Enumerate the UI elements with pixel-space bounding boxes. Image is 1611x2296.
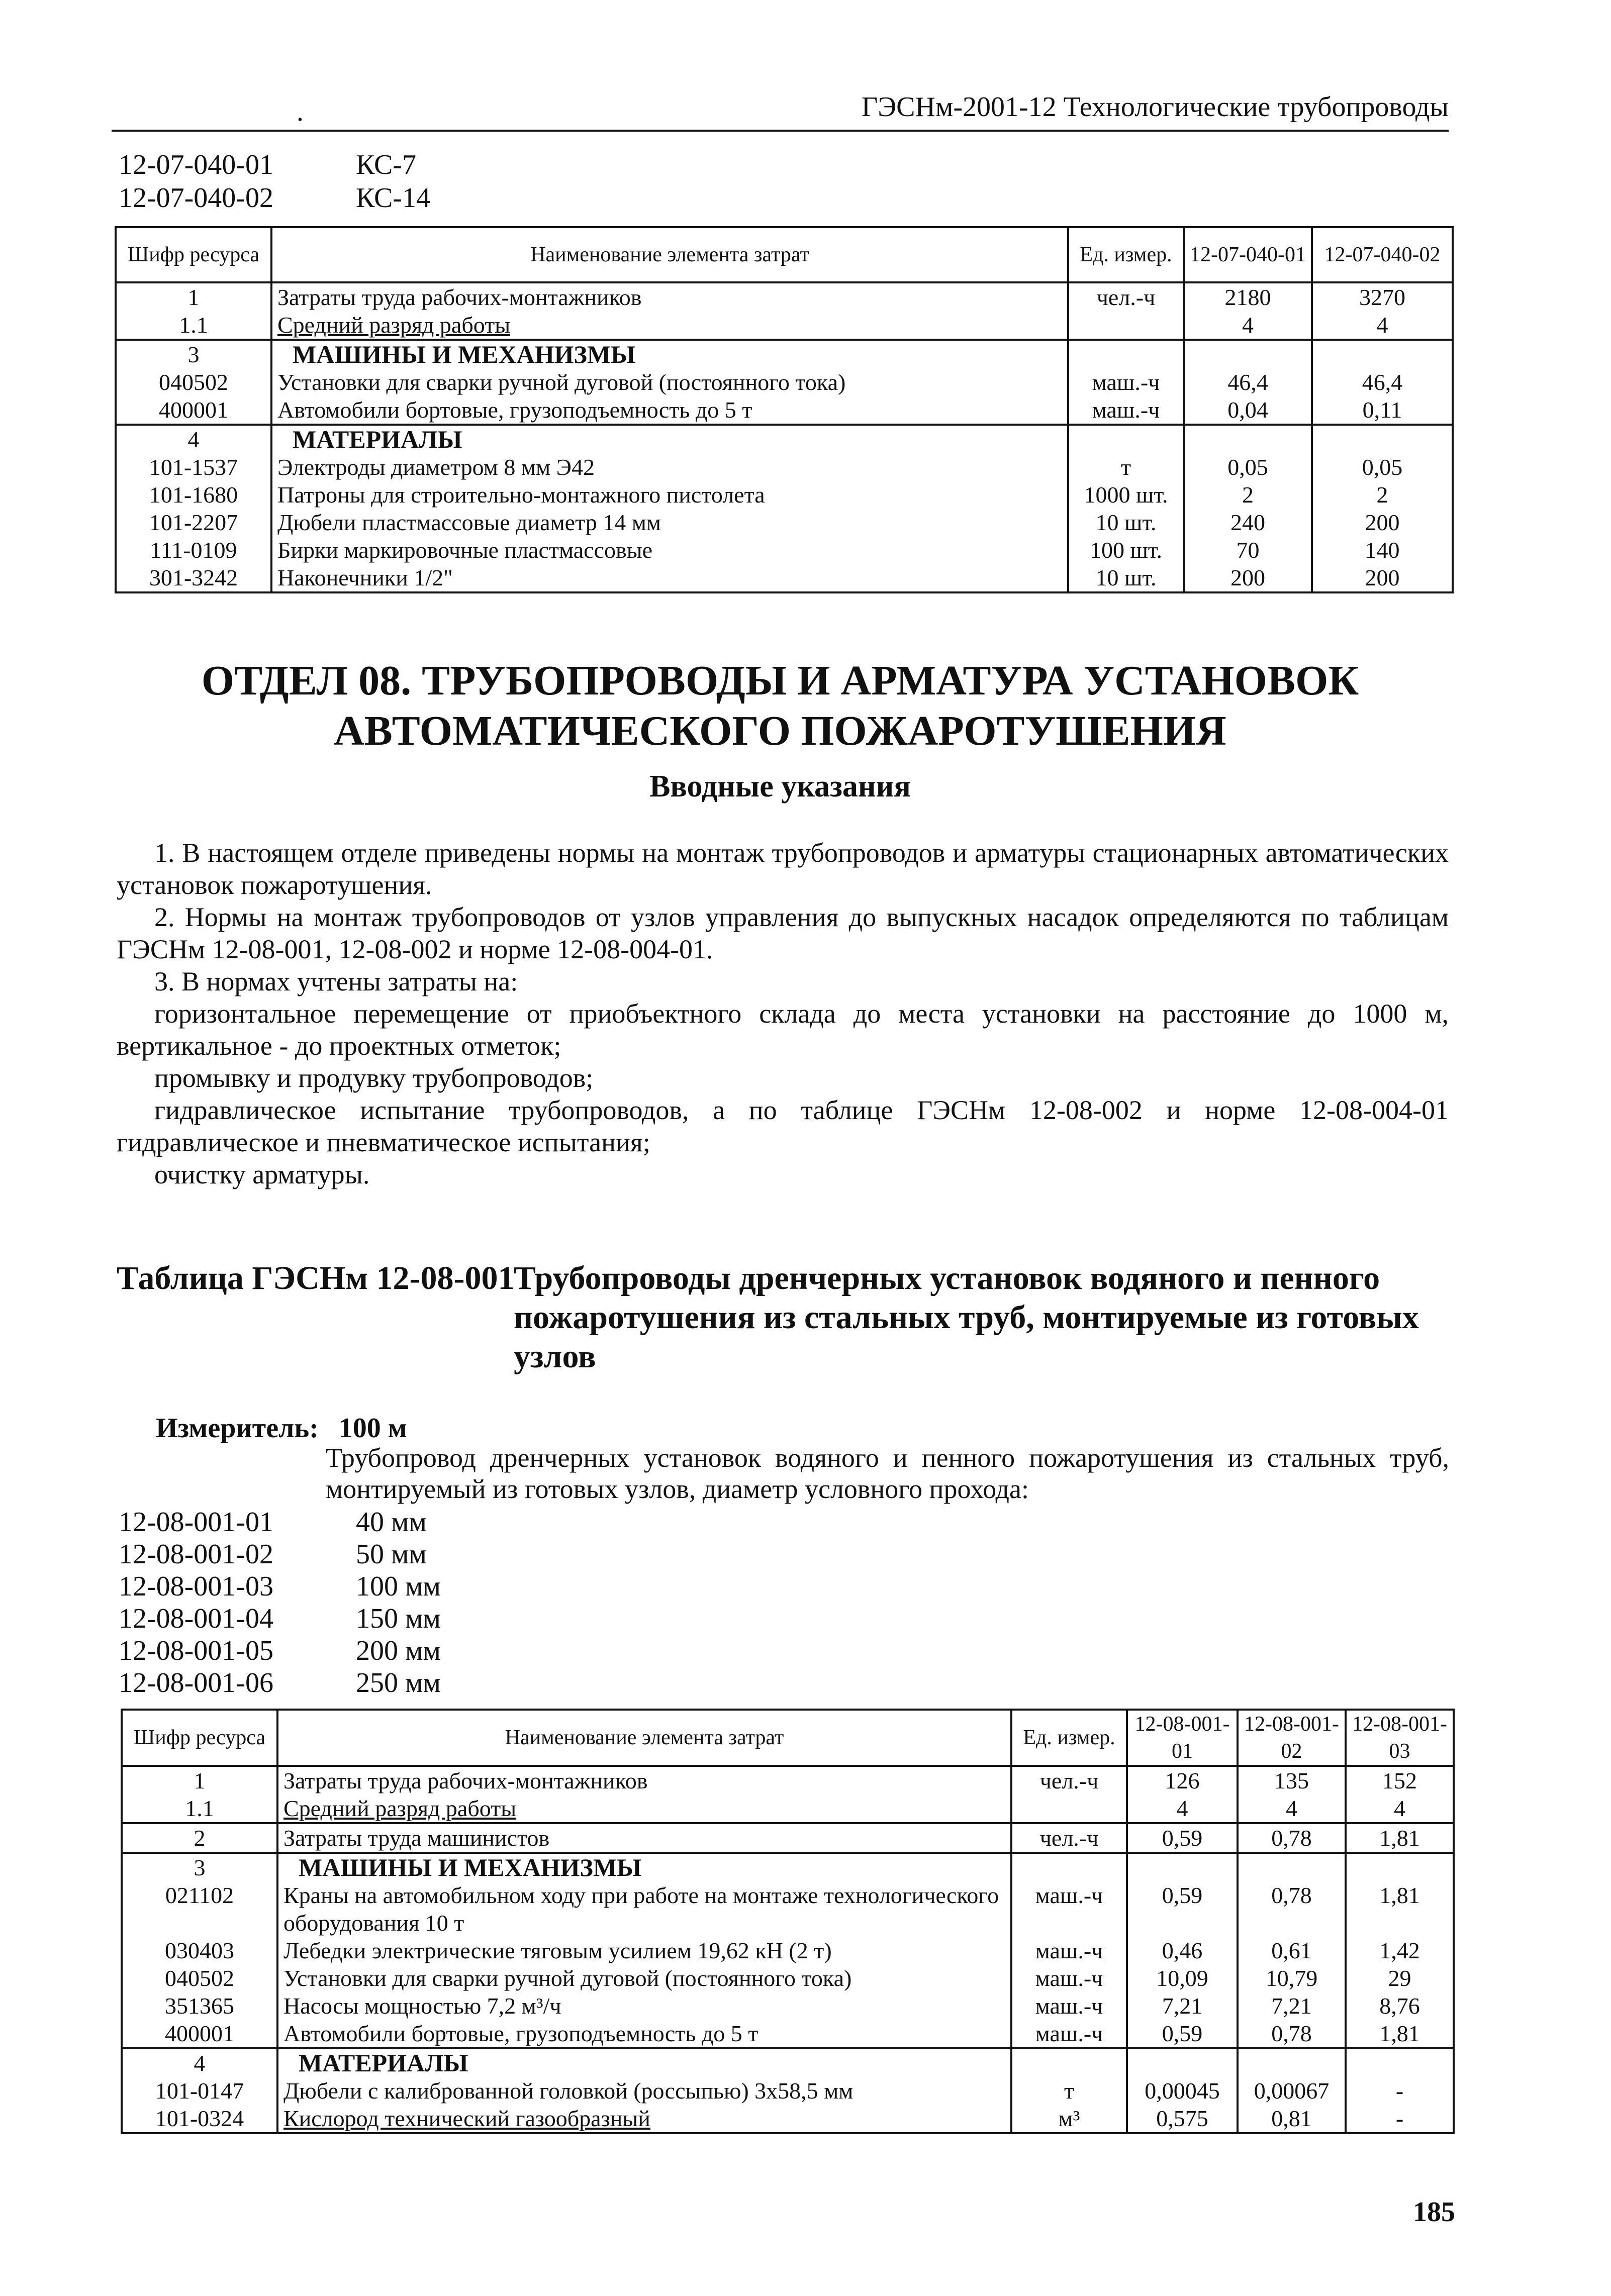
cell-name: Электроды диаметром 8 мм Э42 xyxy=(271,453,1068,481)
cell-code: 101-2207 xyxy=(116,509,271,536)
table-row xyxy=(122,2048,1454,2077)
norm-code: 12-08-001-03 xyxy=(119,1571,273,1602)
norm-code: 12-07-040-01 xyxy=(119,149,273,180)
cell-name: Средний разряд работы xyxy=(271,311,1068,340)
cell-value: 29 xyxy=(1346,1964,1454,1992)
norm-description: Трубопровод дренчерных установок водяного и пенного пожаротушения из стальных труб, монтируемый из готовых узлов, диаметр условного прохода: xyxy=(326,1443,1449,1504)
cell-value: 4 xyxy=(1312,311,1453,340)
cell-name: Средний разряд работы xyxy=(277,1794,1011,1823)
cell-name: Установки для сварки ручной дуговой (постоянного тока) xyxy=(271,368,1068,396)
cell-code: 040502 xyxy=(116,368,271,396)
cell-value: 10,79 xyxy=(1238,1964,1346,1992)
cell-code: 400001 xyxy=(116,396,271,425)
norm-code: 12-08-001-01 xyxy=(119,1507,273,1538)
table-row xyxy=(122,1853,1454,1881)
top-codes-list xyxy=(119,148,430,215)
cell-unit: маш.-ч xyxy=(1011,1937,1127,1964)
cell-unit: маш.-ч xyxy=(1068,368,1184,396)
cell-value: 0,05 xyxy=(1312,453,1453,481)
col-header-name: Наименование элемента затрат xyxy=(277,1710,1011,1766)
table-row xyxy=(116,564,1453,592)
code-row xyxy=(119,1667,441,1699)
cell-code: 2 xyxy=(122,1823,277,1853)
cell-name: Автомобили бортовые, грузоподъемность до 5 т xyxy=(277,2020,1011,2048)
cell-value xyxy=(1238,1853,1346,1881)
cell-value: 126 xyxy=(1127,1766,1238,1794)
cell-code: 4 xyxy=(122,2048,277,2077)
table-row xyxy=(116,536,1453,564)
cell-name: Установки для сварки ручной дуговой (постоянного тока) xyxy=(277,1964,1011,1992)
cell-value: 70 xyxy=(1184,536,1312,564)
table-row xyxy=(116,481,1453,509)
cell-code: 3 xyxy=(116,340,271,368)
table-caption-number: Таблица ГЭСНм 12-08-001 xyxy=(117,1260,515,1296)
table-caption xyxy=(117,1259,1454,1375)
code-row xyxy=(119,1570,441,1603)
cell-value: 1,81 xyxy=(1346,1823,1454,1853)
cell-value: 46,4 xyxy=(1184,368,1312,396)
cell-value xyxy=(1184,340,1312,368)
norm-name: КС-14 xyxy=(356,182,430,214)
code-row xyxy=(119,181,430,215)
cell-unit: маш.-ч xyxy=(1068,396,1184,425)
cell-value: 7,21 xyxy=(1127,1992,1238,2020)
cell-name: Насосы мощностью 7,2 м³/ч xyxy=(277,1992,1011,2020)
intro-paragraph: гидравлическое испытание трубопроводов, а по таблице ГЭСНм 12-08-002 и норме 12-08-004-01 гидравлическое и пневматическое испытания; xyxy=(117,1095,1449,1157)
cell-value: 2180 xyxy=(1184,282,1312,311)
cell-name: Затраты труда рабочих-монтажников xyxy=(277,1766,1011,1794)
cell-unit: маш.-ч xyxy=(1011,1992,1127,2020)
cell-name: Автомобили бортовые, грузоподъемность до 5 т xyxy=(271,396,1068,425)
col-header-norm-3: 12-08-001-03 xyxy=(1346,1710,1454,1766)
cell-unit: 10 шт. xyxy=(1068,564,1184,592)
cell-value: 0,61 xyxy=(1238,1937,1346,1964)
cell-value: 0,00067 xyxy=(1238,2077,1346,2105)
norm-name: 50 мм xyxy=(356,1539,427,1570)
cell-value: 0,00045 xyxy=(1127,2077,1238,2105)
cell-value xyxy=(1312,425,1453,453)
cell-unit: маш.-ч xyxy=(1011,1881,1127,1937)
cell-value: 10,09 xyxy=(1127,1964,1238,1992)
code-row xyxy=(119,1635,441,1667)
col-header-norm-1: 12-08-001-01 xyxy=(1127,1710,1238,1766)
table-row xyxy=(122,1794,1454,1823)
table-row xyxy=(116,425,1453,453)
section-row-label: МАТЕРИАЛЫ xyxy=(277,2048,1011,2077)
table-row xyxy=(122,1992,1454,2020)
meter-label: Измеритель: xyxy=(156,1413,319,1444)
table-caption-title: Трубопроводы дренчерных установок водяного и пенного пожаротушения из стальных труб, монтируемые из готовых узлов xyxy=(514,1260,1419,1375)
cell-unit: 10 шт. xyxy=(1068,509,1184,536)
cell-name: Затраты труда рабочих-монтажников xyxy=(271,282,1068,311)
intro-paragraph: горизонтальное перемещение от приобъектного склада до места установки на расстояние до 1000 м, вертикальное - до проектных отметок; xyxy=(117,999,1449,1061)
cell-value xyxy=(1127,2048,1238,2077)
table-row xyxy=(116,396,1453,425)
cell-code: 040502 xyxy=(122,1964,277,1992)
intro-paragraph: промывку и продувку трубопроводов; xyxy=(154,1063,594,1093)
intro-text xyxy=(117,837,1449,1190)
norm-code: 12-07-040-02 xyxy=(119,182,273,214)
cell-code: 351365 xyxy=(122,1992,277,2020)
cell-code: 1 xyxy=(116,282,271,311)
cell-code: 101-0324 xyxy=(122,2105,277,2133)
cell-value xyxy=(1312,340,1453,368)
norm-name: 250 мм xyxy=(356,1667,441,1699)
cell-code: 101-0147 xyxy=(122,2077,277,2105)
table-row xyxy=(122,1964,1454,1992)
cell-code: 1.1 xyxy=(116,311,271,340)
cell-unit xyxy=(1011,1794,1127,1823)
cell-unit: чел.-ч xyxy=(1011,1823,1127,1853)
cell-unit: т xyxy=(1068,453,1184,481)
cell-value: 0,46 xyxy=(1127,1937,1238,1964)
cell-code: 101-1680 xyxy=(116,481,271,509)
cell-value: 0,59 xyxy=(1127,1823,1238,1853)
resource-table-12-07-040 xyxy=(115,226,1454,593)
cell-value: 0,78 xyxy=(1238,2020,1346,2048)
cell-value xyxy=(1127,1853,1238,1881)
cell-value: 8,76 xyxy=(1346,1992,1454,2020)
cell-value: 200 xyxy=(1312,564,1453,592)
cell-code: 3 xyxy=(122,1853,277,1881)
cell-value: 200 xyxy=(1312,509,1453,536)
cell-code: 021102 xyxy=(122,1881,277,1937)
code-row xyxy=(119,1603,441,1635)
section-row-label: МАШИНЫ И МЕХАНИЗМЫ xyxy=(277,1853,1011,1881)
col-header-norm-1: 12-07-040-01 xyxy=(1184,227,1312,282)
cell-unit: м³ xyxy=(1011,2105,1127,2133)
cell-name: Затраты труда машинистов xyxy=(277,1823,1011,1853)
cell-value: 0,59 xyxy=(1127,1881,1238,1937)
table-row xyxy=(116,453,1453,481)
intro-subheading: Вводные указания xyxy=(649,769,911,804)
cell-unit xyxy=(1068,340,1184,368)
table-row xyxy=(122,2020,1454,2048)
section-title-line: ОТДЕЛ 08. ТРУБОПРОВОДЫ И АРМАТУРА УСТАНОВОК xyxy=(201,657,1359,704)
cell-unit: 100 шт. xyxy=(1068,536,1184,564)
col-header-norm-2: 12-08-001-02 xyxy=(1238,1710,1346,1766)
cell-value: 0,78 xyxy=(1238,1823,1346,1853)
bottom-codes-list xyxy=(119,1506,441,1699)
col-header-code: Шифр ресурса xyxy=(116,227,271,282)
cell-value xyxy=(1346,2048,1454,2077)
table-row xyxy=(116,368,1453,396)
cell-value: - xyxy=(1346,2105,1454,2133)
cell-value: 4 xyxy=(1346,1794,1454,1823)
cell-unit xyxy=(1068,311,1184,340)
cell-name: Лебедки электрические тяговым усилием 19,62 кН (2 т) xyxy=(277,1937,1011,1964)
table-row xyxy=(122,1937,1454,1964)
cell-value: 0,59 xyxy=(1127,2020,1238,2048)
cell-value: 152 xyxy=(1346,1766,1454,1794)
norm-name: 100 мм xyxy=(356,1571,441,1602)
cell-name: Наконечники 1/2" xyxy=(271,564,1068,592)
cell-value: 0,11 xyxy=(1312,396,1453,425)
cell-unit: чел.-ч xyxy=(1068,282,1184,311)
cell-unit: маш.-ч xyxy=(1011,1964,1127,1992)
cell-code: 4 xyxy=(116,425,271,453)
cell-name: Краны на автомобильном ходу при работе на монтаже технологического оборудования 10 т xyxy=(277,1881,1011,1937)
col-header-name: Наименование элемента затрат xyxy=(271,227,1068,282)
norm-name: 200 мм xyxy=(356,1635,441,1666)
meter xyxy=(156,1412,407,1444)
cell-code: 400001 xyxy=(122,2020,277,2048)
cell-unit: 1000 шт. xyxy=(1068,481,1184,509)
cell-value: 4 xyxy=(1127,1794,1238,1823)
intro-paragraph: очистку арматуры. xyxy=(154,1159,370,1189)
cell-unit: маш.-ч xyxy=(1011,2020,1127,2048)
cell-value: 0,81 xyxy=(1238,2105,1346,2133)
cell-code: 1 xyxy=(122,1766,277,1794)
norm-code: 12-08-001-06 xyxy=(119,1667,273,1699)
table-row xyxy=(122,2077,1454,2105)
code-row xyxy=(119,1506,441,1538)
cell-value: 240 xyxy=(1184,509,1312,536)
cell-value: 1,81 xyxy=(1346,1881,1454,1937)
table-header-row xyxy=(122,1710,1454,1766)
cell-value: 135 xyxy=(1238,1766,1346,1794)
code-row xyxy=(119,1538,441,1570)
cell-value: 2 xyxy=(1312,481,1453,509)
cell-code: 111-0109 xyxy=(116,536,271,564)
page-number: 185 xyxy=(1413,2197,1455,2228)
cell-unit xyxy=(1011,1853,1127,1881)
header-dot: . xyxy=(297,96,304,127)
cell-code: 1.1 xyxy=(122,1794,277,1823)
cell-value: 0,04 xyxy=(1184,396,1312,425)
table-row xyxy=(122,1881,1454,1937)
cell-name: Патроны для строительно-монтажного пистолета xyxy=(271,481,1068,509)
norm-code: 12-08-001-05 xyxy=(119,1635,273,1666)
resource-table-12-08-001 xyxy=(121,1709,1455,2134)
cell-value: 140 xyxy=(1312,536,1453,564)
cell-value: 2 xyxy=(1184,481,1312,509)
section-title-line: АВТОМАТИЧЕСКОГО ПОЖАРОТУШЕНИЯ xyxy=(334,708,1226,754)
norm-code: 12-08-001-04 xyxy=(119,1603,273,1634)
table-row xyxy=(116,509,1453,536)
cell-value: 1,81 xyxy=(1346,2020,1454,2048)
cell-value xyxy=(1346,1853,1454,1881)
cell-value: 0,575 xyxy=(1127,2105,1238,2133)
cell-value: 4 xyxy=(1238,1794,1346,1823)
cell-code: 030403 xyxy=(122,1937,277,1964)
col-header-unit: Ед. измер. xyxy=(1068,227,1184,282)
cell-value: 200 xyxy=(1184,564,1312,592)
section-row-label: МАШИНЫ И МЕХАНИЗМЫ xyxy=(271,340,1068,368)
norm-name: 40 мм xyxy=(356,1507,427,1538)
cell-name: Бирки маркировочные пластмассовые xyxy=(271,536,1068,564)
code-row xyxy=(119,148,430,181)
cell-value: 0,05 xyxy=(1184,453,1312,481)
norm-name: КС-7 xyxy=(356,149,416,180)
intro-paragraph: 2. Нормы на монтаж трубопроводов от узлов управления до выпускных насадок определяются по таблицам ГЭСНм 12-08-001, 12-08-002 и норме 12-08-004-01. xyxy=(117,902,1449,964)
cell-value: 0,78 xyxy=(1238,1881,1346,1937)
table-row xyxy=(116,282,1453,311)
cell-value: 7,21 xyxy=(1238,1992,1346,2020)
cell-value: 4 xyxy=(1184,311,1312,340)
cell-value xyxy=(1184,425,1312,453)
norm-name: 150 мм xyxy=(356,1603,441,1634)
table-row xyxy=(122,1823,1454,1853)
col-header-unit: Ед. измер. xyxy=(1011,1710,1127,1766)
cell-code: 101-1537 xyxy=(116,453,271,481)
cell-value: 3270 xyxy=(1312,282,1453,311)
cell-unit: т xyxy=(1011,2077,1127,2105)
cell-value: 46,4 xyxy=(1312,368,1453,396)
table-row xyxy=(122,1766,1454,1794)
table-row xyxy=(116,340,1453,368)
running-header: ГЭСНм-2001-12 Технологические трубопроводы xyxy=(112,84,1449,132)
cell-code: 301-3242 xyxy=(116,564,271,592)
intro-paragraph: 1. В настоящем отделе приведены нормы на монтаж трубопроводов и арматуры стационарных автоматических установок пожаротушения. xyxy=(117,838,1449,900)
cell-name: Кислород технический газообразный xyxy=(277,2105,1011,2133)
meter-value: 100 м xyxy=(338,1413,407,1444)
cell-value: 1,42 xyxy=(1346,1937,1454,1964)
intro-paragraph: 3. В нормах учтены затраты на: xyxy=(154,966,518,996)
cell-unit: чел.-ч xyxy=(1011,1766,1127,1794)
section-row-label: МАТЕРИАЛЫ xyxy=(271,425,1068,453)
cell-value xyxy=(1238,2048,1346,2077)
cell-value: - xyxy=(1346,2077,1454,2105)
cell-name: Дюбели пластмассовые диаметр 14 мм xyxy=(271,509,1068,536)
cell-unit xyxy=(1011,2048,1127,2077)
table-row xyxy=(122,2105,1454,2133)
cell-unit xyxy=(1068,425,1184,453)
table-row xyxy=(116,311,1453,340)
col-header-code: Шифр ресурса xyxy=(122,1710,277,1766)
cell-name: Дюбели с калиброванной головкой (россыпью) 3х58,5 мм xyxy=(277,2077,1011,2105)
norm-code: 12-08-001-02 xyxy=(119,1539,273,1570)
table-header-row xyxy=(116,227,1453,282)
section-title xyxy=(112,656,1449,756)
col-header-norm-2: 12-07-040-02 xyxy=(1312,227,1453,282)
